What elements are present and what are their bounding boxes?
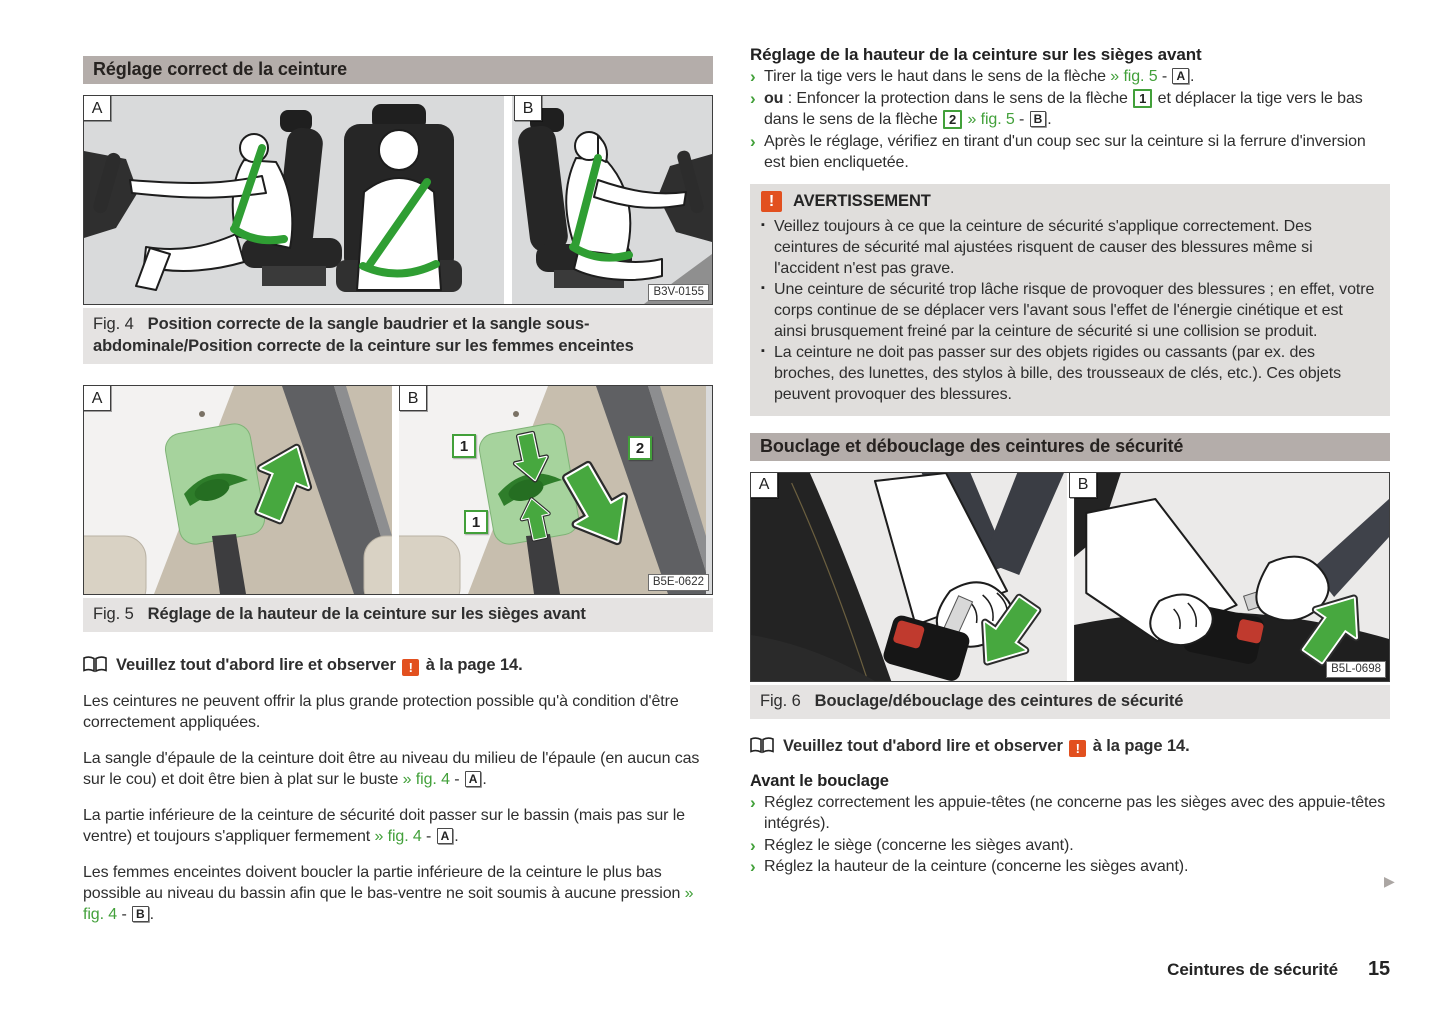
warning-items-list [761,216,1378,405]
text: Après le réglage, vérifiez en tirant d'un coup sec sur la ceinture si la ferrure d'inversion est bien encliquetée. [764,132,1366,171]
fig-reference-link[interactable]: » fig. 5 [967,111,1015,128]
square-bullet-icon: ▪ [761,344,765,357]
warning-text: Veillez toujours à ce que la ceinture de sécurité s'applique correctement. Des ceintures de sécurité mal ajustées risquent de causer des blessures même si l'accident n'est pas grave. [774,217,1313,277]
note-page-ref: à la page 14. [1092,736,1190,755]
bullet-arrow-icon: › [750,835,756,855]
text: Les femmes enceintes doivent boucler la partie inférieure de la ceinture le plus bas possible au niveau du bassin afin que le bas-ventre ne soit soumis à aucune pression [83,864,685,902]
book-icon [83,656,107,673]
item-number-badge: 2 [943,110,962,129]
list-item [750,131,1390,174]
figure-6-image [750,472,1390,682]
warning-box [750,184,1390,416]
square-bullet-icon: ▪ [761,218,765,231]
bullet-arrow-icon: › [750,88,756,108]
bullet-arrow-icon: › [750,857,756,876]
warning-title-row [761,191,1378,212]
fig5-marker-2: 2 [628,436,652,460]
panel-letter-badge: B [1030,111,1047,127]
fig5-panel-a-label: A [83,385,111,411]
text: Tirer la tige vers le haut dans le sens de la flèche [764,68,1111,85]
text: : Enfoncer la protection dans le sens de la flèche [783,89,1133,107]
text: . [482,771,487,788]
warning-text: La ceinture ne doit pas passer sur des objets rigides ou cassants (par ex. des broches, des lunettes, des stylos à bille, des trousseaux de clés, etc.). Ces objets peuvent provoquer des blessures. [774,343,1342,403]
footer-page-number: 15 [1367,958,1390,980]
fig5-panel-b-label: B [399,385,427,411]
panel-letter-badge: B [132,906,149,922]
text: - [1014,111,1029,128]
text: - [1157,68,1172,85]
fig-reference-link[interactable]: » fig. 4 [83,885,694,923]
fig6-image-code: B5L-0698 [1326,661,1386,678]
list-item [750,835,1390,857]
figure-6 [750,472,1390,719]
note-lead: Veuillez tout d'abord lire et observer [783,736,1063,755]
fig-reference-link[interactable]: » fig. 4 [374,828,422,845]
panel-letter-badge: A [437,828,454,844]
figure-5 [83,385,713,632]
bullet-arrow-icon: › [750,131,756,151]
text: . [454,828,459,845]
fig6-caption-text: Bouclage/débouclage des ceintures de sécurité [814,691,1184,710]
right-column [750,44,1390,878]
figure-4-image [83,95,713,305]
fig5-illustration [84,386,712,594]
fig5-caption [83,598,713,632]
paragraph-shoulder-strap [83,748,713,790]
section-title-belt-adjustment: Réglage correct de la ceinture [83,56,713,84]
fig6-illustration [751,473,1389,681]
paragraph-pregnant-women [83,862,713,925]
text: et déplacer la tige vers le bas dans le sens de la flèche [764,89,1363,128]
adjustment-steps-list [750,66,1390,174]
page-continuation-icon: ▶ [1384,873,1395,889]
read-first-note [83,655,713,676]
fig-reference-link[interactable]: » fig. 4 [402,771,450,788]
figure-4 [83,95,713,364]
step-text [764,68,1194,85]
square-bullet-icon: ▪ [761,281,765,294]
bullet-arrow-icon: › [750,792,756,812]
list-item [750,66,1390,88]
fig6-number: Fig. 6 [760,691,801,710]
panel-letter-badge: A [1172,68,1189,84]
warning-title: AVERTISSEMENT [793,191,931,210]
fig4-caption [83,308,713,364]
list-item [750,88,1390,131]
item-number-badge: 1 [1133,89,1152,108]
step-text: Réglez correctement les appuie-têtes (ne concerne pas les sièges avec des appuie-têtes intégrés). [764,793,1386,832]
figure-5-image [83,385,713,595]
bullet-arrow-icon: › [750,67,756,86]
list-item [761,279,1378,342]
book-icon [750,737,774,754]
left-column [83,56,713,925]
fig-reference-link[interactable]: » fig. 5 [1110,68,1158,85]
footer-section-title: Ceintures de sécurité [1167,960,1338,979]
fig4-image-code: B3V-0155 [648,284,709,301]
warning-text: Une ceinture de sécurité trop lâche risque de provoquer des blessures ; en effet, votre corps continue de se déplacer vers l'avant sous l'effet de l'énergie cinétique et est ainsi brusquement freiné par la ceinture de sécurité si une collision se produit. [774,280,1375,340]
warning-icon: ! [761,191,782,212]
note-text [783,736,1190,757]
text: Les ceintures ne peuvent offrir la plus grande protection possible qu'à condition d'être correctement appliquées. [83,693,679,731]
list-item [761,216,1378,279]
section-title-buckling: Bouclage et débouclage des ceintures de sécurité [750,433,1390,461]
fig5-marker-1-top: 1 [452,434,476,458]
paragraph-belt-protection [83,691,713,733]
step-text [764,133,1366,172]
fig6-panel-a-label: A [750,472,778,498]
fig4-number: Fig. 4 [93,315,134,333]
paragraph-lap-strap [83,805,713,847]
heading-belt-height-adjustment: Réglage de la hauteur de la ceinture sur les sièges avant [750,45,1202,64]
text: - [449,771,464,788]
step-text: Réglez la hauteur de la ceinture (concerne les sièges avant). [764,858,1189,875]
note-page-ref: à la page 14. [425,656,523,674]
text: . [149,906,154,923]
fig6-panel-b-label: B [1069,472,1097,498]
fig4-illustration [84,96,712,304]
text: La partie inférieure de la ceinture de sécurité doit passer sur le bassin (mais pas sur le ventre) et toujours s'appliquer fermement [83,807,685,845]
pre-buckling-steps-list [750,792,1390,878]
text: . [1190,68,1195,85]
fig4-panel-a-label: A [83,95,111,121]
fig4-panel-b-label: B [514,95,542,121]
text: . [1047,111,1052,128]
fig5-image-code: B5E-0622 [648,574,709,591]
subheading-before-buckling: Avant le bouclage [750,771,889,790]
step-text: Réglez le siège (concerne les sièges avant). [764,836,1074,854]
bold-text: ou [764,89,784,107]
step-text [764,90,1363,129]
fig5-caption-text: Réglage de la hauteur de la ceinture sur les sièges avant [147,605,586,623]
fig6-caption [750,685,1390,719]
list-item [750,792,1390,835]
warning-badge-icon: ! [402,659,419,676]
list-item [761,342,1378,405]
fig5-number: Fig. 5 [93,605,134,623]
read-first-note [750,736,1390,757]
warning-badge-icon: ! [1069,740,1086,757]
fig5-marker-1-bottom: 1 [464,510,488,534]
page-footer [1167,959,1390,980]
fig4-caption-text: Position correcte de la sangle baudrier et la sangle sous-abdominale/Position correcte de la ceinture sur les femmes enceintes [93,315,634,355]
list-item [750,856,1390,878]
note-lead: Veuillez tout d'abord lire et observer [116,656,396,674]
text: - [117,906,132,923]
text: La sangle d'épaule de la ceinture doit être au niveau du milieu de l'épaule (en aucun cas sur le cou) et doit être bien à plat sur le buste [83,750,700,788]
note-text [116,655,523,676]
text: - [421,828,436,845]
panel-letter-badge: A [465,771,482,787]
